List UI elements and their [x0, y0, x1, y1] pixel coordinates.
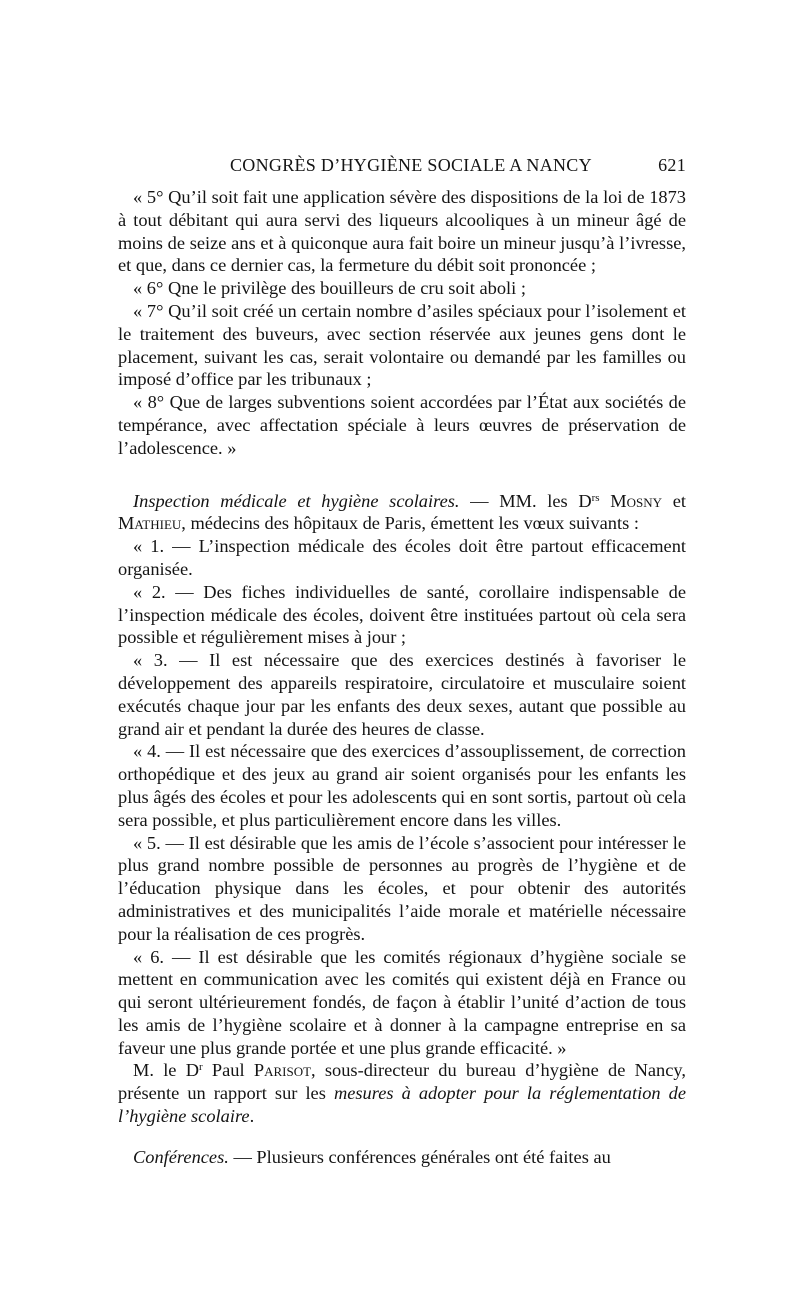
conferences-paragraph — [118, 1146, 686, 1169]
inspection-intro-b: et — [662, 490, 686, 511]
inspection-intro-c: , médecins des hôpitaux de Paris, émettent les vœux suivants : — [181, 513, 639, 534]
resolution-6: « 6° Qne le privilège des bouilleurs de cru soit aboli ; — [133, 278, 526, 299]
inspection-intro-a: — MM. les D — [459, 490, 592, 511]
parisot-b: Paul — [202, 1060, 254, 1081]
author-mosny: Mosny — [599, 490, 663, 511]
wish-3: « 3. — Il est nécessaire que des exercices destinés à favoriser le développement des appareils respiratoire, circulatoire et musculaire soient exécutés chaque jour par les enfants des deux sexes, autant que possible au grand air et pendant la durée des heures de classe. — [118, 650, 686, 739]
wish-6: « 6. — Il est désirable que les comités régionaux d’hygiène sociale se mettent en communication avec les comités qui existent déjà en France ou qui seront ultérieurement fondés, de façon à établir l’unité d’action de tous les amis de l’hygiène scolaire et à donner à la campagne entreprise en sa faveur une plus grande portée et une plus grande efficacité. » — [118, 946, 686, 1058]
resolution-7: « 7° Qu’il soit créé un certain nombre d’asiles spéciaux pour l’isolement et le traitement des buveurs, avec section réservée aux jeunes gens dont le placement, suivant les cas, serait volontaire ou demandé par les familles ou imposé d’office par les tribunaux ; — [118, 300, 686, 390]
section-gap — [118, 460, 686, 490]
doctors-abbrev-sup: rs — [591, 491, 600, 504]
author-mathieu: Mathieu — [118, 513, 182, 534]
parisot-a: M. le D — [133, 1060, 199, 1081]
section-gap — [118, 1128, 686, 1146]
resolution-8: « 8° Que de larges subventions soient accordées par l’État aux sociétés de tempérance, avec affectation spéciale à leurs œuvres de préservation de l’adolescence. » — [118, 392, 686, 458]
doctor-abbrev-sup: r — [199, 1061, 203, 1074]
resolution-5: « 5° Qu’il soit fait une application sévère des dispositions de la loi de 1873 à tout débitant qui aura servi des liqueurs alcooliques à un mineur âgé de moins de seize ans et à quiconque aura fait boire un mineur jusqu’à l’ivresse, et que, dans ce dernier cas, la fermeture du débit soit prononcée ; — [118, 187, 686, 276]
wish-4: « 4. — Il est nécessaire que des exercices d’assouplissement, de correction orthopédique et des jeux au grand air soient organisés pour les enfants les plus âgés des écoles et pour les adolescents qui en sont sortis, partout où cela sera possible, et plus particulièrement encore dans les villes. — [118, 741, 686, 830]
parisot-c: , sous-directeur du bureau d’hygiène de Nancy, présente un rapport sur les — [118, 1060, 686, 1104]
running-head — [118, 155, 686, 181]
running-title: CONGRÈS D’HYGIÈNE SOCIALE A NANCY — [230, 155, 592, 175]
page-number: 621 — [658, 155, 686, 175]
wish-2: « 2. — Des fiches individuelles de santé, corollaire indispensable de l’inspection médicale des écoles, doivent être instituées partout où cela sera possible et régulièrement mises à jour ; — [118, 581, 686, 648]
parisot-d: . — [249, 1106, 255, 1127]
report-title: mesures à adopter pour la réglementation de l’hygiène scolaire — [118, 1083, 686, 1127]
conferences-heading: Conférences. — [133, 1146, 229, 1167]
parisot-paragraph — [118, 1059, 686, 1127]
inspection-heading: Inspection médicale et hygiène scolaires. — [133, 490, 460, 511]
wish-5: « 5. — Il est désirable que les amis de l’école s’associent pour intéresser le plus grand nombre possible de personnes au progrès de l’hygiène et de l’éducation physique dans les écoles, et pour obtenir des autorités administratives et des municipalités l’aide morale et matérielle nécessaire pour la réalisation de ces progrès. — [118, 832, 686, 944]
author-parisot: Parisot — [253, 1060, 312, 1081]
conferences-text: — Plusieurs conférences générales ont été faites au — [228, 1146, 611, 1167]
wish-1: « 1. — L’inspection médicale des écoles doit être partout efficacement organisée. — [118, 536, 686, 579]
page-body — [118, 186, 686, 1169]
inspection-intro — [118, 490, 686, 536]
